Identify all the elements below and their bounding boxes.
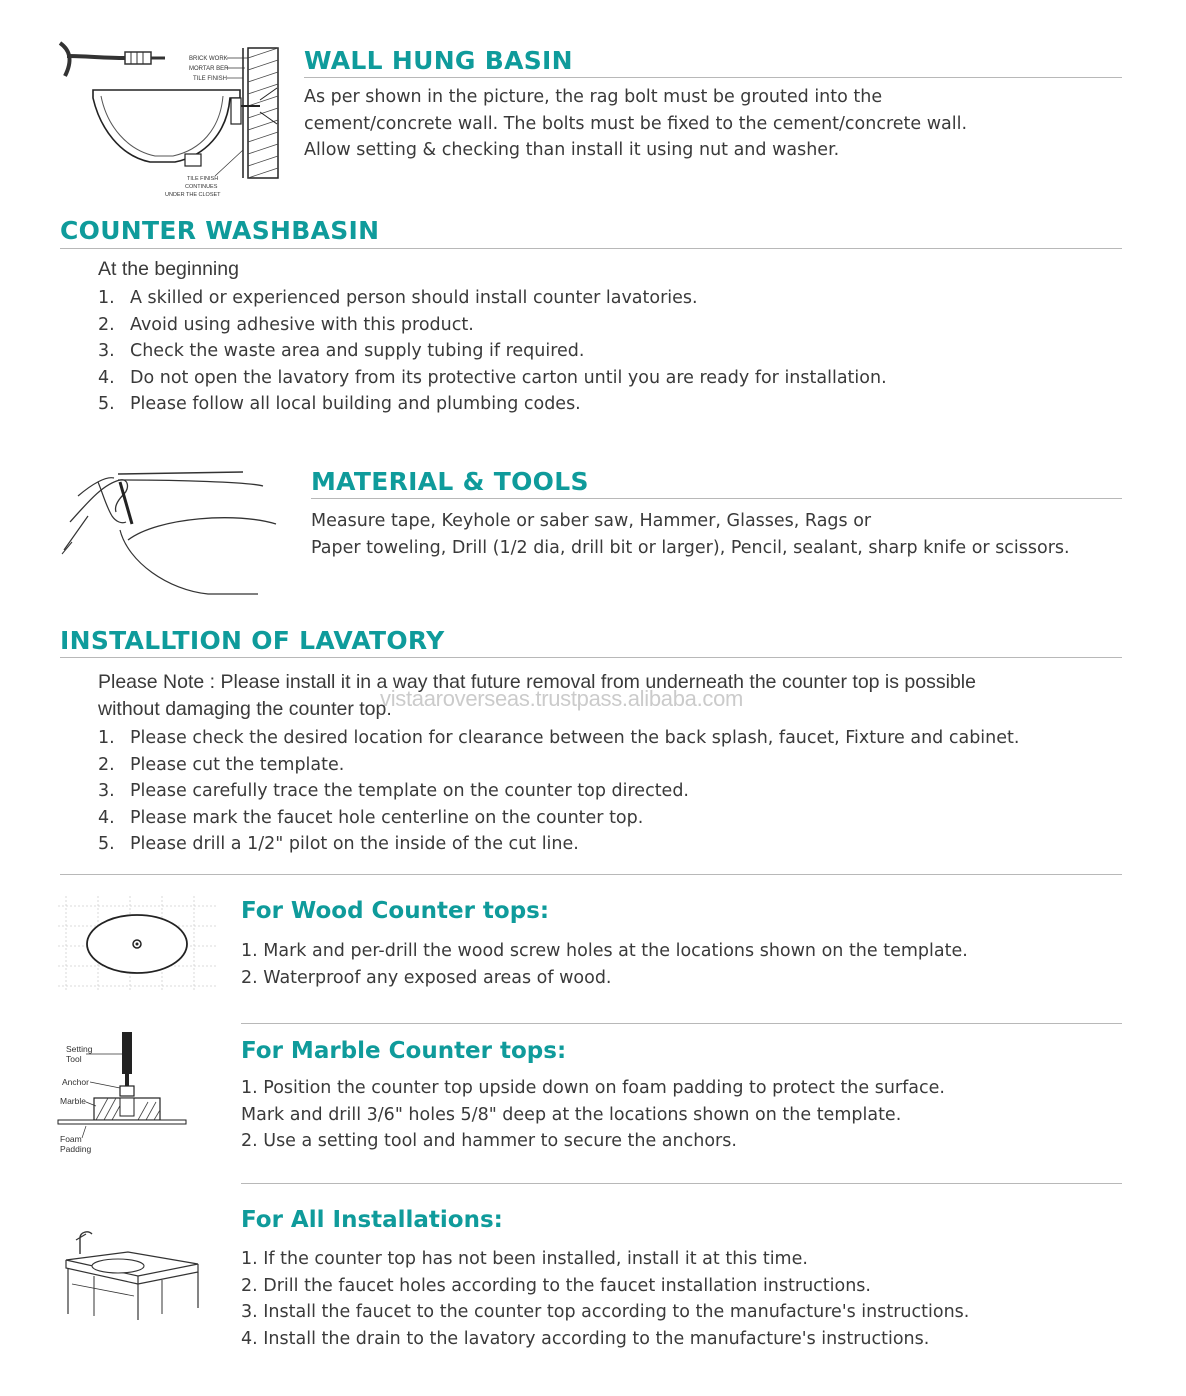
label-mortar-ber: MORTAR BER [189,66,229,72]
marble-counter-title: For Marble Counter tops: [241,1038,567,1064]
list-item: 5. Please drill a 1/2" pilot on the inside of the cut line. [98,834,579,855]
text-line: 2. Waterproof any exposed areas of wood. [241,967,612,988]
vanity-faucet-illustration [58,1224,203,1320]
counter-steps-list [98,285,887,418]
list-item: 2. Please cut the template. [98,754,345,775]
material-tools-title: MATERIAL & TOOLS [311,467,589,496]
list-item: 3. Please carefully trace the template on the counter top directed. [98,781,689,802]
label-tile-finish-2: CONTINUES [185,184,218,190]
list-item: 1. A skilled or experienced person should install counter lavatories. [98,288,698,308]
label-marble: Marble [60,1096,86,1106]
text-line: Mark and drill 3/6" holes 5/8" deep at the locations shown on the template. [241,1104,902,1125]
text-line: Allow setting & checking than install it using nut and washer. [304,140,840,161]
text-line: 1. If the counter top has not been installed, install it at this time. [241,1249,808,1269]
label-tool: Tool [66,1054,82,1064]
wall-hung-basin-text [304,84,967,164]
text-line: Paper toweling, Drill (1/2 dia, drill bit or larger), Pencil, sealant, sharp knife or scissors. [311,537,1070,558]
wall-hung-basin-diagram [55,38,290,203]
text-line: 3. Install the faucet to the counter top according to the manufacture's instructions. [241,1302,970,1323]
section-divider [241,1183,1122,1184]
list-item: 4. Do not open the lavatory from its protective carton until you are ready for installation. [98,367,887,388]
installation-title: INSTALLTION OF LAVATORY [60,626,445,655]
list-item: 3. Check the waste area and supply tubing if required. [98,341,585,362]
section-divider [241,1023,1122,1024]
section-divider [311,498,1122,499]
label-brick-work: BRICK WORK [189,56,228,62]
counter-washbasin-title: COUNTER WASHBASIN [60,216,380,245]
all-installations-title: For All Installations: [241,1207,503,1233]
installation-note-line-1: Please Note : Please install it in a way that future removal from underneath the counter top is possible [98,671,976,693]
list-item: 1. Please check the desired location for clearance between the back splash, faucet, Fixture and cabinet. [98,728,1020,748]
text-line: 2. Use a setting tool and hammer to secure the anchors. [241,1131,737,1152]
wood-counter-title: For Wood Counter tops: [241,898,550,924]
wall-hung-basin-title: WALL HUNG BASIN [304,46,573,75]
counter-intro: At the beginning [98,258,239,280]
marble-anchor-diagram [56,1030,188,1158]
text-line: 1. Mark and per-drill the wood screw holes at the locations shown on the template. [241,941,968,961]
label-anchor: Anchor [62,1077,89,1087]
material-tools-text [311,508,1070,561]
section-divider [60,874,1122,875]
label-foam: Foam [60,1134,82,1144]
section-divider [304,77,1122,78]
label-tile-finish: TILE FINISH [193,76,228,82]
text-line: 2. Drill the faucet holes according to the faucet installation instructions. [241,1275,871,1296]
text-line: Measure tape, Keyhole or saber saw, Hammer, Glasses, Rags or [311,511,872,531]
list-item: 2. Avoid using adhesive with this product. [98,314,474,335]
list-item: 4. Please mark the faucet hole centerline on the counter top. [98,807,644,828]
marble-counter-text [241,1075,945,1155]
text-line: 1. Position the counter top upside down on foam padding to protect the surface. [241,1078,945,1098]
label-tile-finish-1: TILE FINISH [187,176,219,182]
text-line: As per shown in the picture, the rag bolt must be grouted into the [304,87,883,107]
section-divider [60,657,1122,658]
all-installations-text [241,1246,969,1352]
text-line: cement/concrete wall. The bolts must be fixed to the cement/concrete wall. [304,113,968,134]
wood-template-illustration [58,896,216,992]
wood-counter-text [241,938,968,991]
section-divider [60,248,1122,249]
hand-tracing-illustration [58,462,283,600]
installation-steps-list [98,725,1019,858]
list-item: 5. Please follow all local building and plumbing codes. [98,394,581,415]
installation-note-line-2: without damaging the counter top. [98,698,392,720]
label-setting: Setting [66,1044,93,1054]
label-tile-finish-3: UNDER THE CLOSET [165,192,221,198]
watermark: vistaaroverseas.trustpass.alibaba.com [380,686,744,711]
label-padding: Padding [60,1144,92,1154]
text-line: 4. Install the drain to the lavatory according to the manufacture's instructions. [241,1328,930,1349]
